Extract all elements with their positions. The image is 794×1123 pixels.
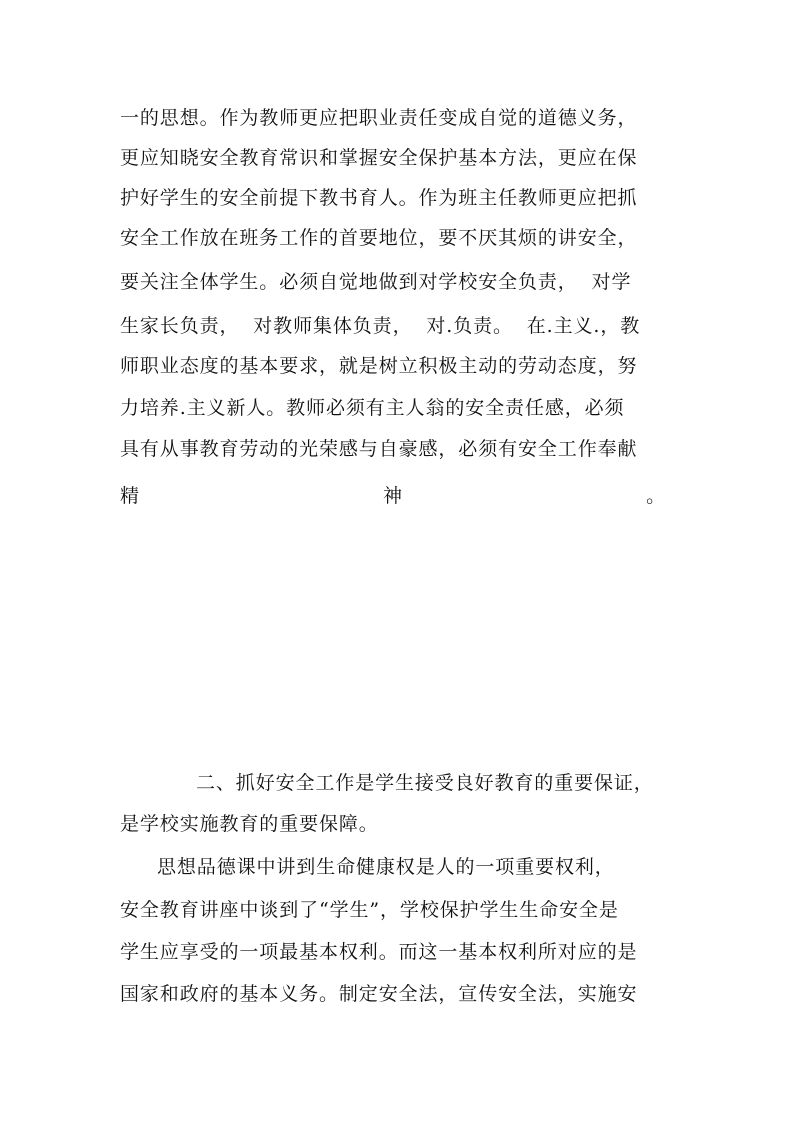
last-line-char: 精 <box>120 485 140 507</box>
text-line: 要关注全体学生。必须自觉地做到对学校安全负责， 对学 <box>120 271 632 293</box>
text-line: 力培养.主义新人。教师必须有主人翁的安全责任感，必须 <box>120 397 625 419</box>
text-line: 安全教育讲座中谈到了“学生”，学校保护学生生命安全是 <box>120 899 619 921</box>
section-heading-line: 二、抓好安全工作是学生接受良好教育的重要保证， <box>196 772 654 794</box>
text-line: 学生应享受的一项最基本权利。而这一基本权利所对应的是 <box>120 941 638 963</box>
paragraph-first-line: 思想品德课中讲到生命健康权是人的一项重要权利， <box>157 856 615 878</box>
last-line-char: 神 <box>383 485 403 507</box>
text-line: 安全工作放在班务工作的首要地位，要不厌其烦的讲安全， <box>120 227 638 249</box>
text-line: 护好学生的安全前提下教书育人。作为班主任教师更应把抓 <box>120 187 638 209</box>
text-line: 师职业态度的基本要求，就是树立积极主动的劳动态度，努 <box>120 355 638 377</box>
section-heading-line: 是学校实施教育的重要保障。 <box>120 813 379 835</box>
text-line: 生家长负责， 对教师集体负责， 对.负责。 在.主义.，教 <box>120 315 641 337</box>
text-line: 一的思想。作为教师更应把职业责任变成自觉的道德义务， <box>120 107 638 129</box>
text-line: 国家和政府的基本义务。制定安全法，宣传安全法，实施安 <box>120 983 638 1005</box>
last-line-char: 。 <box>646 485 666 507</box>
text-line: 更应知晓安全教育常识和掌握安全保护基本方法，更应在保 <box>120 147 638 169</box>
justified-last-line <box>120 484 666 508</box>
text-line: 具有从事教育劳动的光荣感与自豪感，必须有安全工作奉献 <box>120 438 638 460</box>
